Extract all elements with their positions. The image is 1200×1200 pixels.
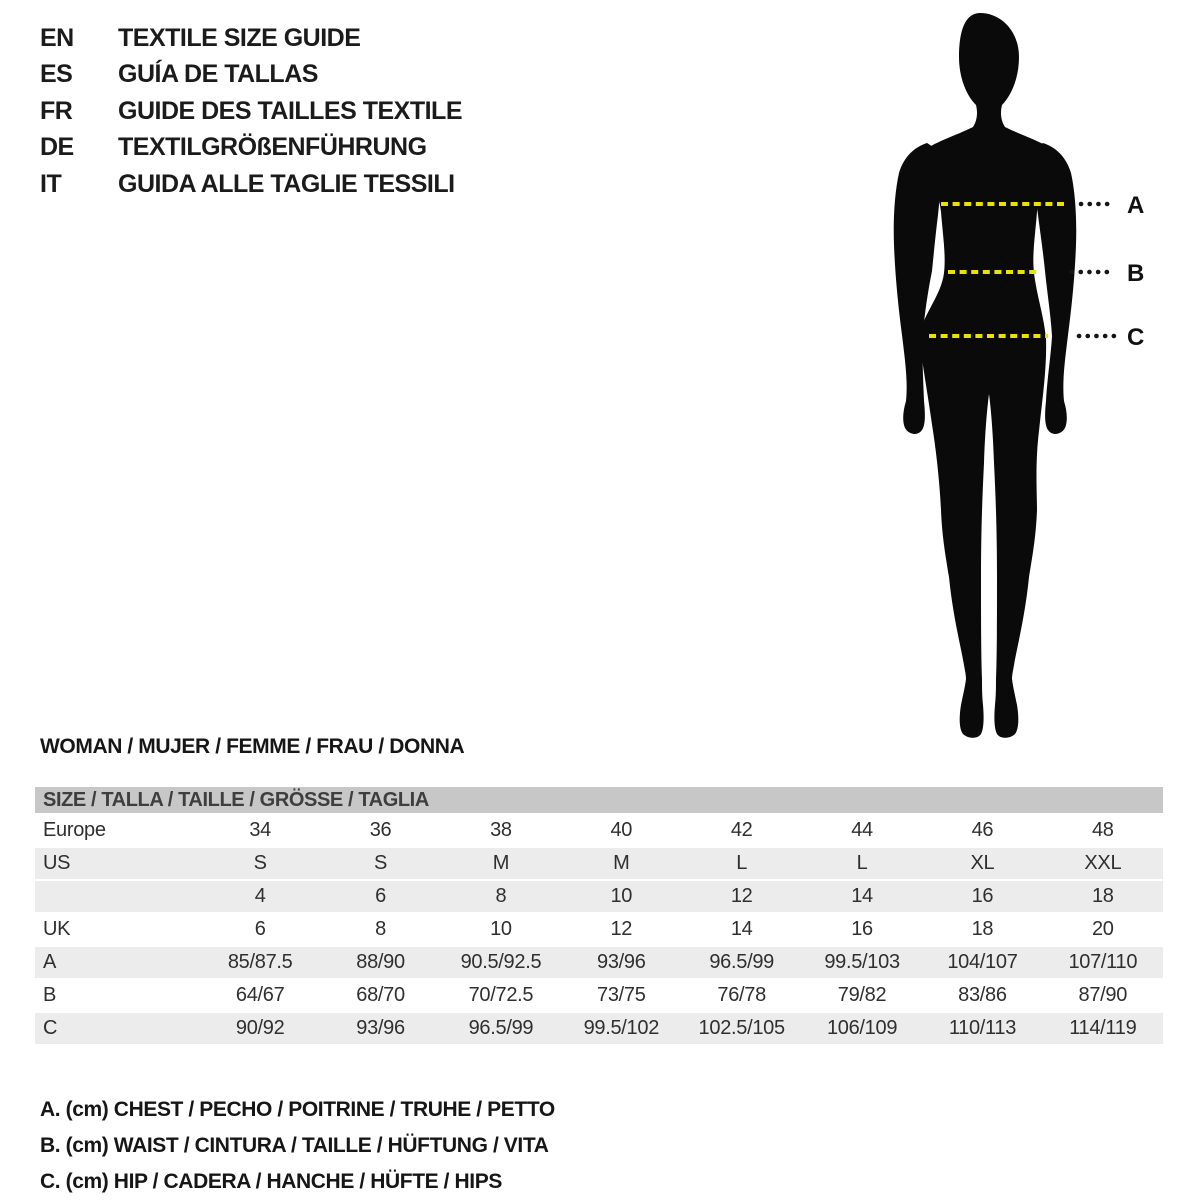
table-cell: 20 (1091, 918, 1114, 940)
table-row-europe (35, 815, 1163, 846)
measure-label-b: B (1127, 260, 1145, 287)
table-cell: 102.5/105 (698, 1017, 785, 1039)
table-cell: 76/78 (717, 984, 766, 1006)
table-cell: L (856, 852, 868, 874)
legend-line-b: B. (cm) WAIST / CINTURA / TAILLE / HÜFTUNG / VITA (40, 1134, 549, 1157)
table-row-a (35, 947, 1163, 978)
table-cell: 38 (490, 819, 512, 841)
row-label: A (43, 951, 57, 973)
table-cell: 36 (369, 819, 392, 841)
table-cell: 10 (490, 918, 512, 940)
table-cell: 106/109 (826, 1017, 898, 1039)
table-cell: 114/119 (1069, 1017, 1137, 1039)
table-cell: XL (970, 852, 995, 874)
table-cell: 18 (971, 918, 994, 940)
language-list (40, 20, 462, 203)
table-cell: XXL (1084, 852, 1122, 874)
language-title: GUÍA DE TALLAS (118, 60, 318, 89)
language-row-it (40, 166, 462, 203)
table-cell: 6 (375, 885, 386, 907)
table-cell: 68/70 (356, 984, 405, 1006)
table-cell: 83/86 (958, 984, 1007, 1006)
table-cell: 40 (610, 819, 633, 841)
language-title: GUIDA ALLE TAGLIE TESSILI (118, 169, 455, 198)
table-cell: 70/72.5 (468, 984, 534, 1006)
table-cell: 99.5/102 (583, 1017, 660, 1039)
table-cell: 73/75 (597, 984, 646, 1006)
table-cell: 12 (730, 885, 753, 907)
table-cell: 44 (851, 819, 873, 841)
table-cell: 104/107 (947, 951, 1018, 973)
table-cell: 79/82 (837, 984, 887, 1006)
table-row-b (35, 980, 1163, 1011)
table-cell: S (253, 852, 267, 874)
table-row-us-numeric (35, 881, 1163, 912)
table-cell: 42 (730, 819, 753, 841)
table-cell: 8 (375, 918, 386, 940)
table-cell: 110/113 (948, 1017, 1017, 1039)
language-title: TEXTILGRÖßENFÜHRUNG (118, 133, 427, 162)
table-cell: 87/90 (1078, 984, 1128, 1006)
table-cell: 14 (730, 918, 753, 940)
table-cell: 93/96 (597, 951, 646, 973)
silhouette-svg (885, 5, 1165, 745)
language-title: GUIDE DES TAILLES TEXTILE (118, 96, 463, 125)
table-cell: 107/110 (1068, 951, 1138, 973)
body-silhouette (919, 13, 1058, 738)
table-row-uk (35, 914, 1163, 945)
legend-line-a: A. (cm) CHEST / PECHO / POITRINE / TRUHE / PETTO (40, 1098, 555, 1121)
table-cell: 4 (254, 885, 266, 907)
table-cell: 12 (610, 918, 633, 940)
table-cell: 85/87.5 (227, 951, 293, 973)
table-cell: 88/90 (356, 951, 405, 973)
language-row-es (40, 57, 462, 94)
table-cell: 46 (971, 819, 994, 841)
language-code: EN (40, 23, 74, 52)
language-title: TEXTILE SIZE GUIDE (118, 23, 361, 52)
row-label: B (43, 984, 57, 1006)
language-row-de (40, 130, 462, 167)
language-code: DE (40, 133, 74, 162)
measurement-legend (40, 1092, 555, 1200)
table-row-c (35, 1013, 1163, 1044)
table-cell: 96.5/99 (468, 1017, 534, 1039)
table-row-us (35, 848, 1163, 879)
language-row-fr (40, 93, 462, 130)
table-cell: 48 (1091, 819, 1114, 841)
table-cell: L (736, 852, 748, 874)
table-cell: M (613, 852, 630, 874)
table-cell: 8 (495, 885, 507, 907)
size-table-header: SIZE / TALLA / TAILLE / GRÖSSE / TAGLIA (35, 787, 1163, 813)
language-code: IT (40, 169, 62, 198)
table-cell: 18 (1091, 885, 1114, 907)
table-cell: 16 (971, 885, 994, 907)
size-table (35, 787, 1163, 1044)
size-table-rows (35, 815, 1163, 1044)
measure-label-c: C (1127, 324, 1145, 351)
section-title-woman: WOMAN / MUJER / FEMME / FRAU / DONNA (40, 735, 465, 758)
table-cell: 34 (249, 819, 272, 841)
row-label: UK (43, 918, 71, 940)
legend-line-c: C. (cm) HIP / CADERA / HANCHE / HÜFTE / HIPS (40, 1170, 502, 1193)
table-cell: 64/67 (235, 984, 285, 1006)
row-label: Europe (43, 819, 106, 841)
table-cell: M (492, 852, 510, 874)
language-code: FR (40, 96, 73, 125)
table-cell: 90/92 (235, 1017, 285, 1039)
table-cell: 6 (254, 918, 266, 940)
row-label: C (43, 1017, 58, 1039)
table-cell: 10 (610, 885, 633, 907)
table-cell: 14 (851, 885, 873, 907)
table-cell: S (374, 852, 388, 874)
language-row-en (40, 20, 462, 57)
table-cell: 16 (851, 918, 873, 940)
row-label: US (43, 852, 71, 874)
measure-label-a: A (1127, 192, 1145, 219)
table-cell: 93/96 (356, 1017, 405, 1039)
table-cell: 99.5/103 (824, 951, 900, 973)
language-code: ES (40, 60, 73, 89)
table-cell: 96.5/99 (709, 951, 774, 973)
woman-silhouette-figure (885, 5, 1165, 745)
table-cell: 90.5/92.5 (460, 951, 542, 973)
